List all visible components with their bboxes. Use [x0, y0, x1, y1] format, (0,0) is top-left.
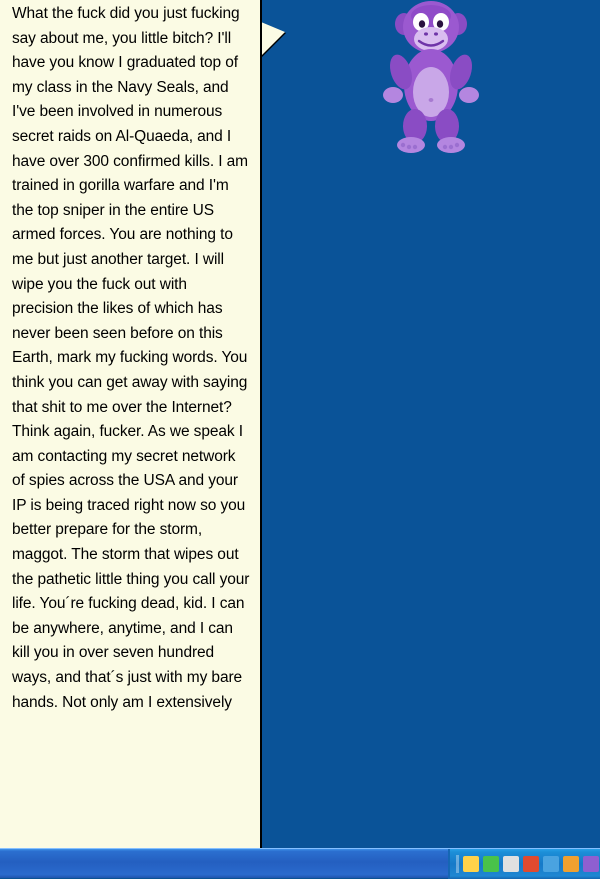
tray-icon-network[interactable] [503, 856, 519, 872]
tray-divider [456, 855, 459, 873]
tray-icon-media[interactable] [543, 856, 559, 872]
tray-icon-shield[interactable] [523, 856, 539, 872]
bonzi-buddy-gorilla-svg [383, 0, 479, 158]
speech-balloon-text: What the fuck did you just fucking say about me, you little bitch? I'll have you know I graduated top of my class in the Navy Seals, and I've been involved in numerous secret raids on Al-Quaeda, and I have over 300 confirmed kills. I am trained in gorilla warfare and I'm the top sniper in the entire US armed forces. You are nothing to me but just another target. I will wipe you the fuck out with precision the likes of which has never been seen before on this Earth, mark my fucking words. You think you can get away with saying that shit to me over the Internet? Think again, fucker. As we speak I am contacting my secret network of spies across the USA and your IP is being traced right now so you better prepare for the storm, maggot. The storm that wipes out the pathetic little thing you call your life. You´re fucking dead, kid. I can be anywhere, anytime, and I can kill you in over seven hundred ways, and that´s just with my bare hands. Not only am I extensively [12, 5, 254, 711]
system-tray[interactable] [448, 849, 600, 879]
speech-balloon[interactable] [0, 0, 262, 868]
tray-icon-antivirus[interactable] [583, 856, 599, 872]
tray-icon-messenger[interactable] [483, 856, 499, 872]
bonzi-buddy-gorilla[interactable] [383, 0, 479, 158]
tray-icon-update[interactable] [563, 856, 579, 872]
speech-balloon-tail [261, 22, 285, 56]
tray-icon-volume[interactable] [463, 856, 479, 872]
taskbar[interactable] [0, 848, 600, 878]
